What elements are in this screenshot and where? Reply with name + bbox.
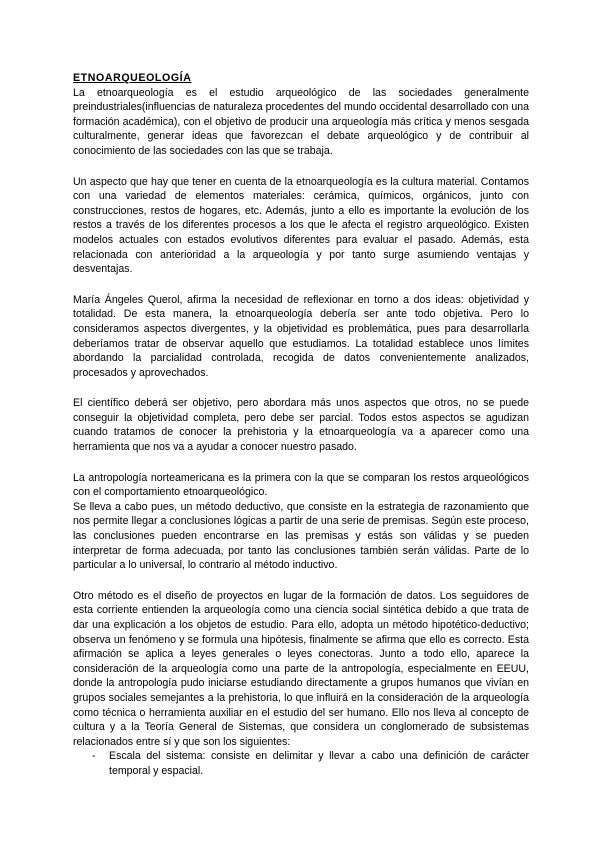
list-item-text: Escala del sistema: consiste en delimitar y llevar a cabo una definición de carácter temporal y espacial. — [109, 750, 529, 777]
paragraph-deductive-method: Se lleva a cabo pues, un método deductivo, que consiste en la estrategia de razonamiento que nos permite llegar a conclusiones lógicas a partir de una serie de premisas. Según este proceso, las conclusiones pueden encontrarse en las premisas y estás son válidas y se pueden interpretar de forma adecuada, por tanto las conclusiones también serán válidas. Parte de lo particular a lo universal, lo contrario al método inductivo. — [73, 500, 529, 572]
paragraph-definition: La etnoarqueología es el estudio arqueológico de las sociedades generalmente preindustriales(influencias de naturaleza procedentes del mundo occidental desarrollado con una formación académica), con el objetivo de producir una arqueología más crítica y menos sesgada culturalmente, generar ideas que favorezcan el debate arqueológico y de contribuir al conocimiento de las sociedades con las que se trabaja. — [73, 86, 529, 157]
paragraph-objectivity: El científico deberá ser objetivo, pero abordara más unos aspectos que otros, no se puede conseguir la objetividad completa, pero debe ser parcial. Todos estos aspectos se agudizan cuando tratamos de conocer la prehistoria y la etnoarqueología va a aparecer como una herramienta que nos va a ayudar a conocer nuestro pasado. — [73, 397, 529, 454]
document-title: ETNOARQUEOLOGÍA — [73, 72, 192, 84]
paragraph-project-design: Otro método es el diseño de proyectos en lugar de la formación de datos. Los seguidores de esta corriente entienden la arqueología como una ciencia social sintética debido a que trata de dar una explicación a los objetos de estudio. Para ello, adopta un método hipotético-deductivo; observa un fenómeno y se formula una hipótesis, finalmente se afirma que ello es correcto. Esta afirmación se aplica a leyes generales o leyes conectoras. Junto a todo ello, aparece la consideración de la arqueología como una parte de la antropología, especialmente en EEUU, donde la antropología pudo iniciarse estudiando directamente a grupos humanos que vivían en grupos sociales semejantes a la prehistoria, lo que influirá en la consideración de la arqueología como técnica o herramienta auxiliar en el estudio del ser humano. Ello nos lleva al concepto de cultura y a la Teoría General de Sistemas, que considera un conglomerado de subsistemas relacionados entre sí y que son los siguientes: — [73, 589, 529, 748]
list-bullet: - — [92, 750, 96, 763]
document-page — [73, 71, 529, 779]
subsystems-list — [73, 749, 529, 778]
list-item — [73, 749, 529, 778]
paragraph-querol: María Ángeles Querol, afirma la necesidad de reflexionar en torno a dos ideas: objetividad y totalidad. De esta manera, la etnoarqueología debería ser ante todo objetiva. Pero lo consideramos aspectos divergentes, y la objetividad es problemática, pues para desarrollarla deberíamos tratar de observar aquello que estudiamos. La totalidad establece unos límites abordando la parcialidad controlada, recogida de datos convenientemente analizados, procesados y aprovechados. — [73, 293, 529, 379]
paragraph-material-culture: Un aspecto que hay que tener en cuenta de la etnoarqueología es la cultura material. Contamos con una variedad de elementos materiales: cerámica, químicos, orgánicos, junto con construcciones, restos de hogares, etc. Además, junto a ello es importante la evolución de los restos a través de los diferentes procesos a los que le afecta el registro arqueológico. Existen modelos actuales con estados evolutivos diferentes para evaluar el pasado. Además, esta relacionada con anterioridad a la arqueología y por tanto surge asumiendo ventajas y desventajas. — [73, 175, 529, 276]
paragraph-north-american-anthropology: La antropología norteamericana es la primera con la que se comparan los restos arqueológicos con el comportamiento etnoarqueológico. — [73, 471, 529, 499]
